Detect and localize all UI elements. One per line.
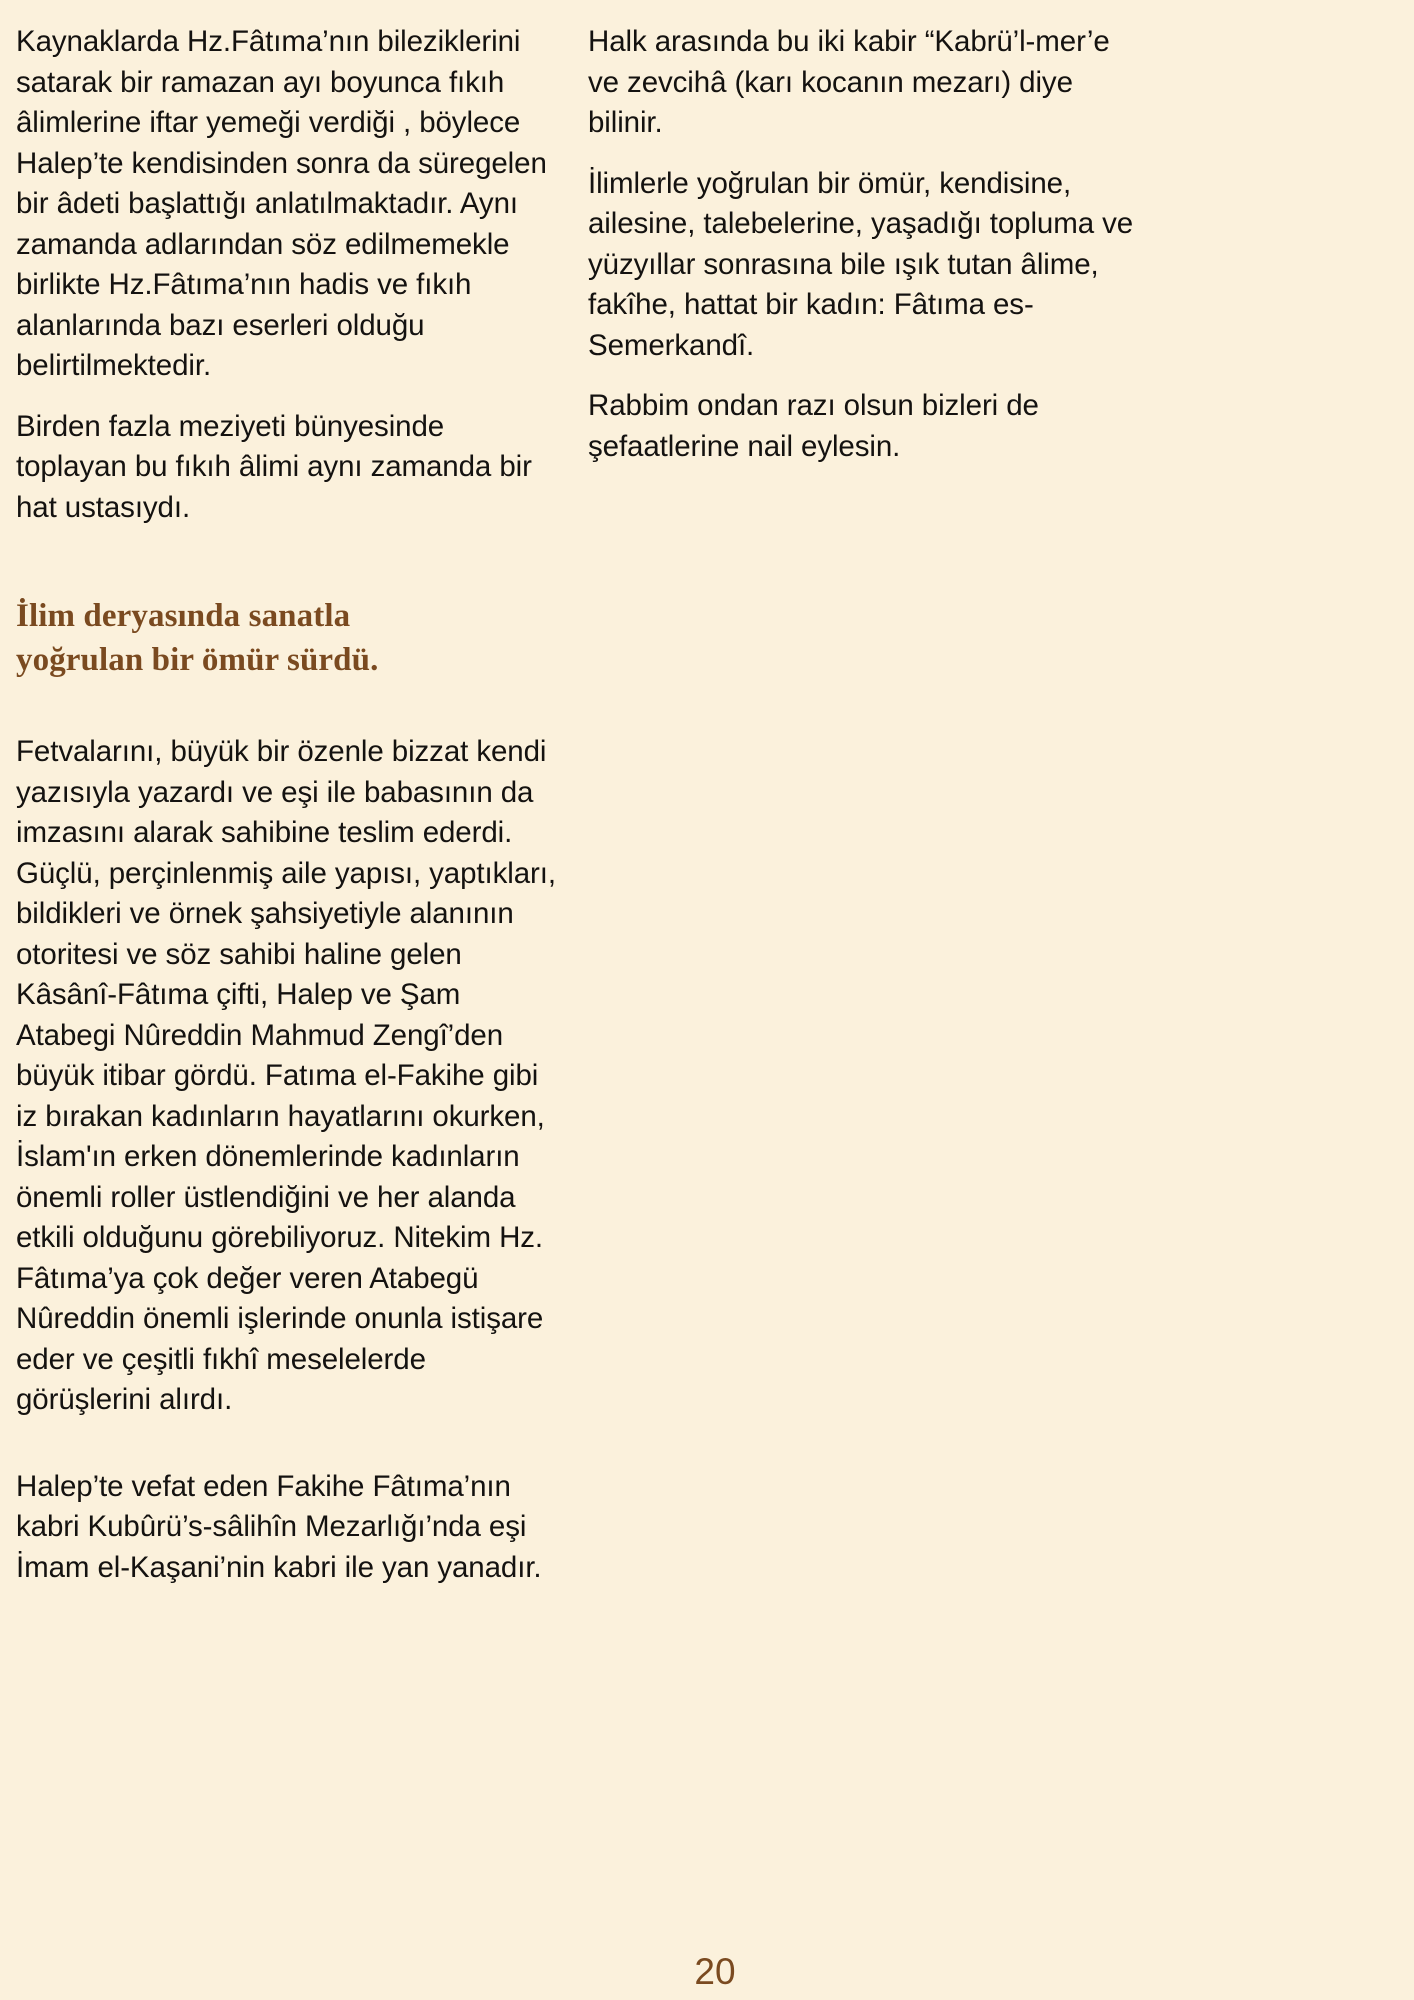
left-column	[0, 22, 580, 1610]
page-number	[0, 1950, 1414, 1994]
right-paragraph-2: İlimlerle yoğrulan bir ömür, kendisine, ailesine, talebelerine, yaşadığı topluma ve yüzyıllar sonrasına bile ışık tutan âlime, fakîhe, hattat bir kadın: Fâtıma es-Semerkandî.	[588, 166, 1134, 362]
right-column	[580, 22, 1414, 489]
left-paragraph-3: Fetvalarını, büyük bir özenle bizzat kendi yazısıyla yazardı ve eşi ile babasının da imzasını alarak sahibine teslim ederdi. Güçlü, perçinlenmiş aile yapısı, yaptıkları, bildikleri ve örnek şahsiyetiyle alanının otoritesi ve söz sahibi haline gelen Kâsânî-Fâtıma çifti, Halep ve Şam Atabegi Nûreddin Mahmud Zengî’den büyük itibar gördü. Fatıma el-Fakihe gibi iz bırakan kadınların hayatlarını okurken, İslam'ın erken dönemlerinde kadınların önemli roller üstlendiğini ve her alanda etkili olduğunu görebiliyoruz. Nitekim Hz. Fâtıma’ya çok değer veren Atabegü Nûreddin önemli işlerinde onunla istişare eder ve çeşitli fıkhî meselelerde görüşlerini alırdı.	[16, 735, 556, 1416]
left-paragraph-2: Birden fazla meziyeti bünyesinde toplayan bu fıkıh âlimi aynı zamanda bir hat ustasıydı.	[16, 409, 532, 524]
right-paragraph-3: Rabbim ondan razı olsun bizleri de şefaatlerine nail eylesin.	[588, 389, 1039, 463]
section-heading: İlim deryasında sanatla yoğrulan bir ömür sürdü.	[16, 598, 379, 678]
two-column-layout	[0, 22, 1414, 1610]
left-paragraph-4: Halep’te vefat eden Fakihe Fâtıma’nın kabri Kubûrü’s-sâlihîn Mezarlığı’nda eşi İmam el-Kaşani’nin kabri ile yan yanadır.	[16, 1469, 542, 1584]
left-paragraph-1: Kaynaklarda Hz.Fâtıma’nın bileziklerini satarak bir ramazan ayı boyunca fıkıh âlimlerine iftar yemeği verdiği , böylece Halep’te kendisinden sonra da süregelen bir âdeti başlattığı anlatılmaktadır. Aynı zamanda adlarından söz edilmemekle birlikte Hz.Fâtıma’nın hadis ve fıkıh alanlarında bazı eserleri olduğu belirtilmektedir.	[16, 25, 547, 382]
page-number-value: 20	[694, 1951, 736, 1992]
right-paragraph-1: Halk arasında bu iki kabir “Kabrü’l-mer’e ve zevcihâ (karı kocanın mezarı) diye bilinir.	[588, 25, 1110, 139]
